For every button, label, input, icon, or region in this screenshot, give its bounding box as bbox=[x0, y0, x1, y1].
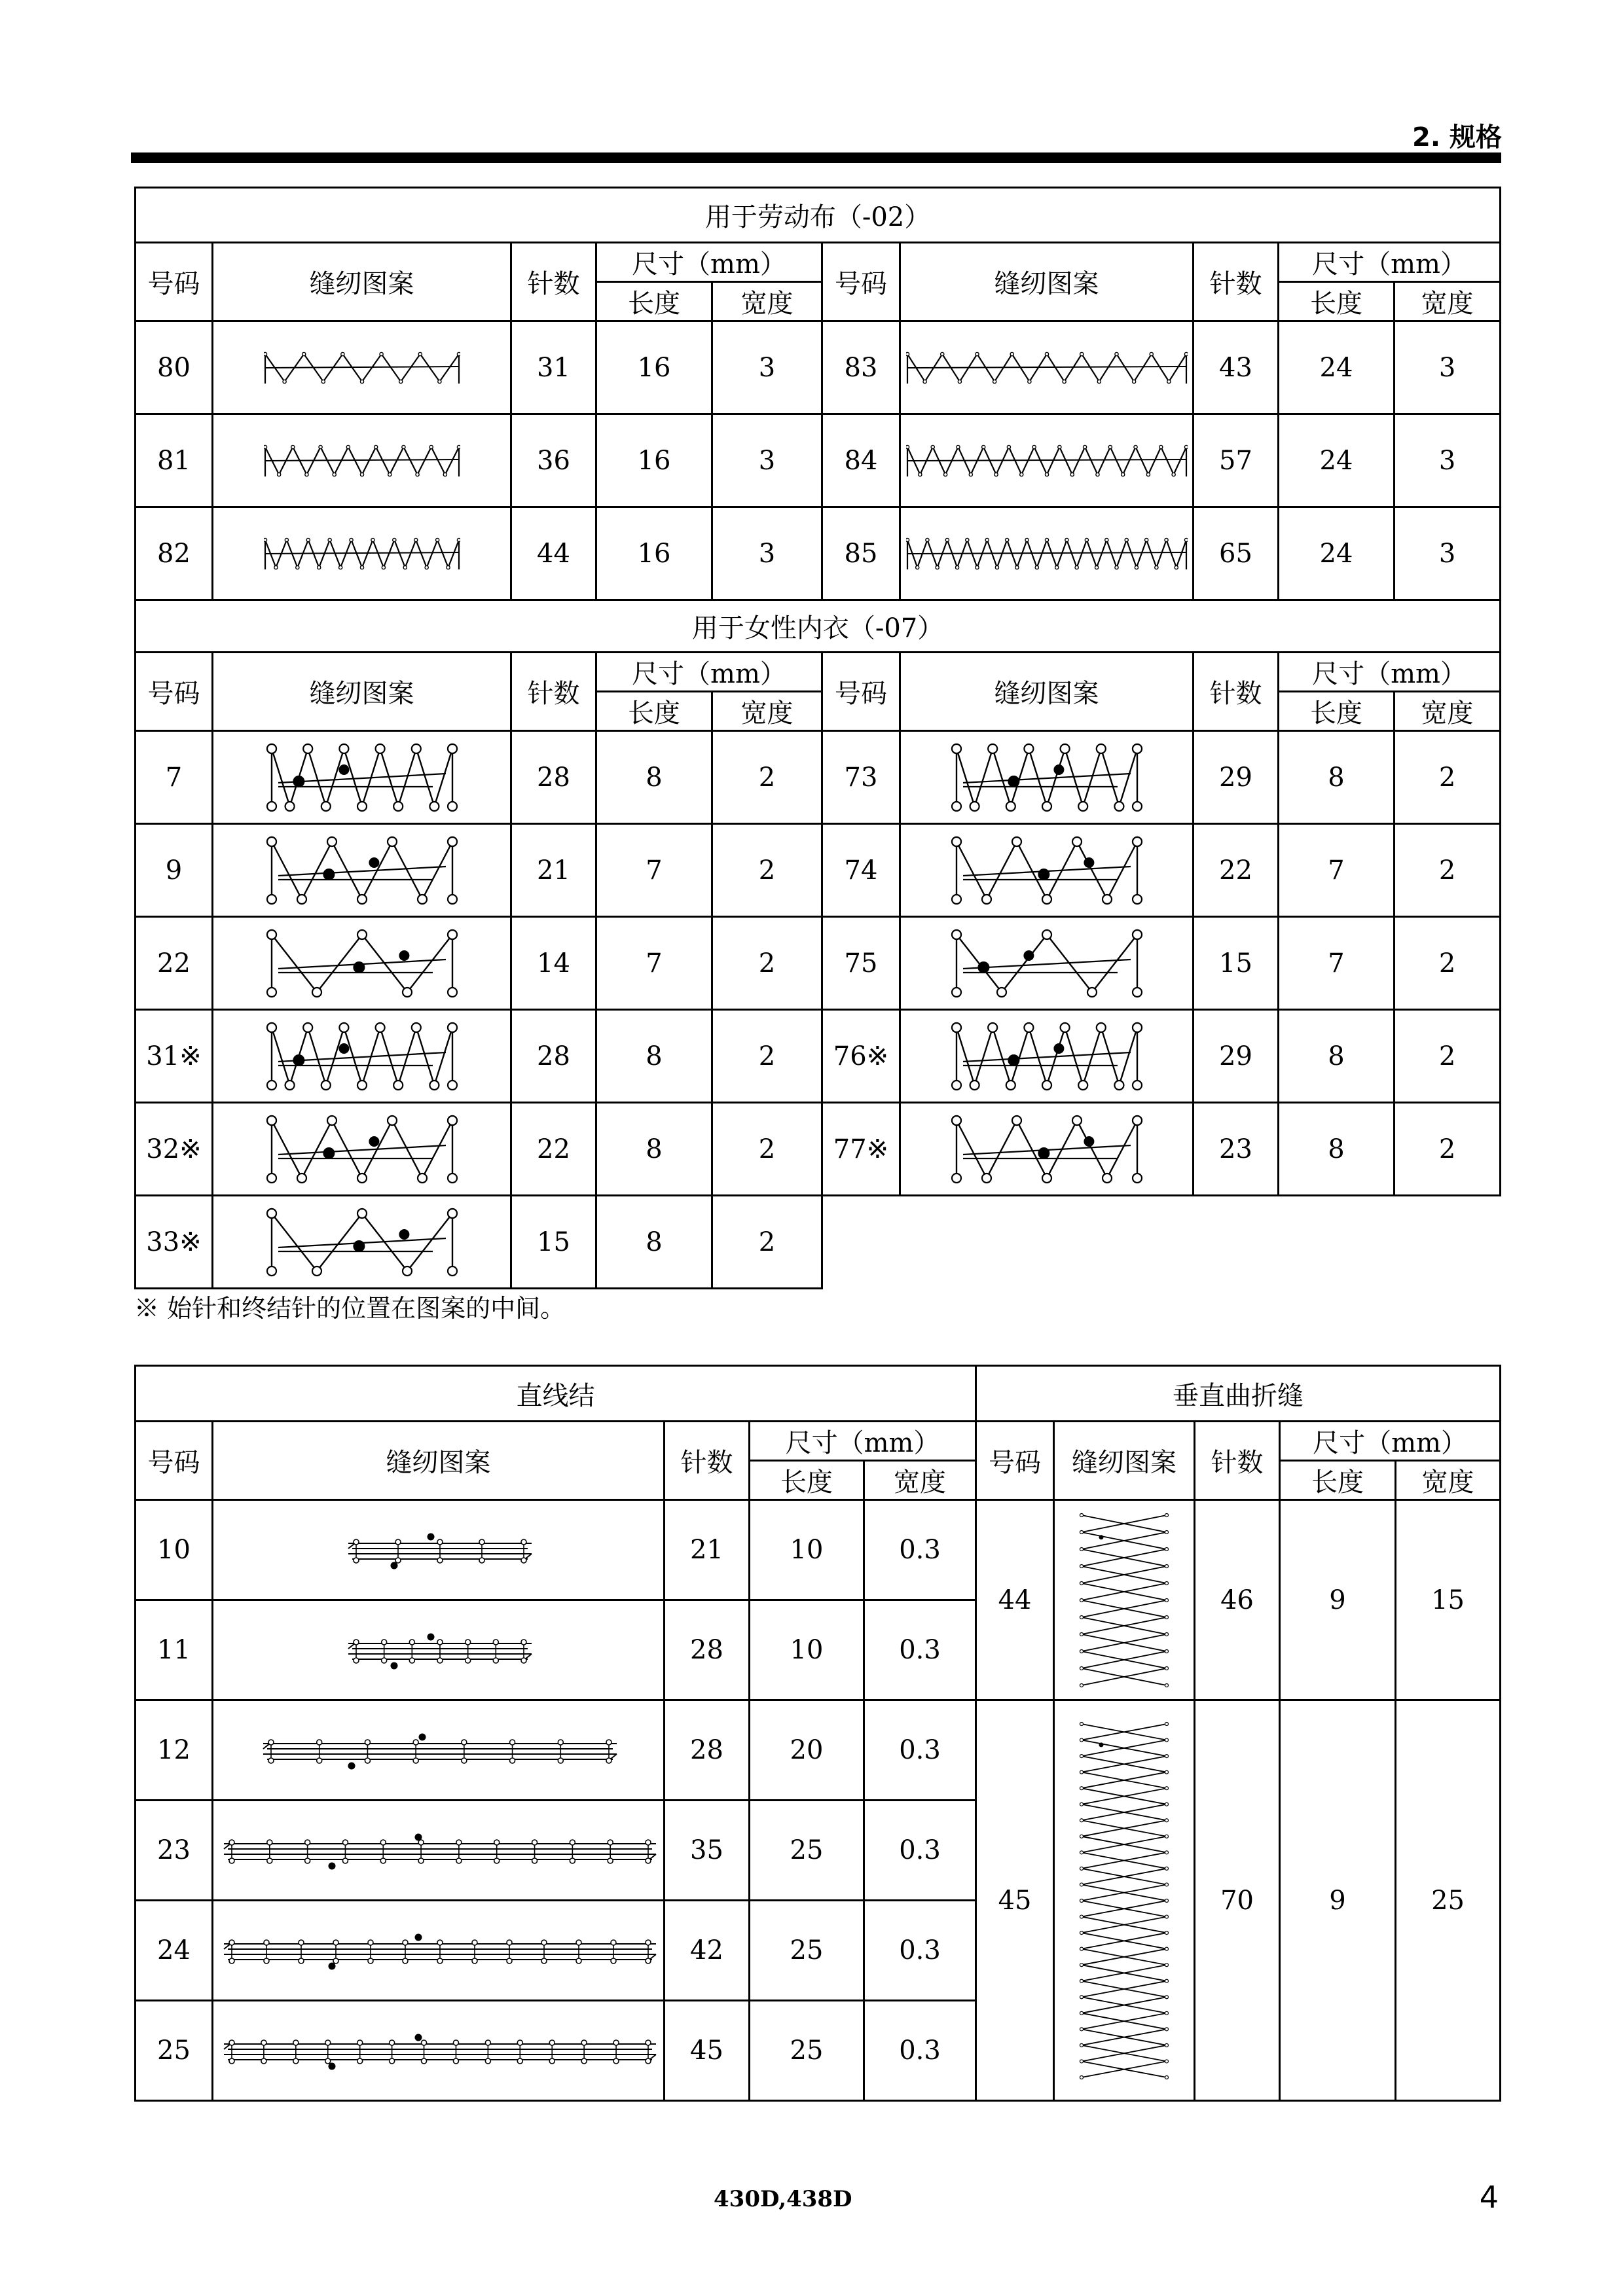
stitch-pattern-icon bbox=[264, 536, 460, 571]
vertical-stitches: 46 bbox=[1195, 1500, 1280, 1700]
left-header-no: 号码 bbox=[136, 243, 213, 321]
stitch-pattern-icon bbox=[264, 443, 460, 478]
right-width: 2 bbox=[1395, 1103, 1501, 1196]
table2-header bbox=[136, 1422, 1501, 1500]
left-stitches: 31 bbox=[511, 321, 596, 414]
right-stitch-pattern bbox=[900, 917, 1194, 1010]
right-stitches: 57 bbox=[1194, 414, 1279, 507]
left-no: 7 bbox=[136, 731, 213, 824]
left-stitches: 28 bbox=[511, 1010, 596, 1103]
right-length: 24 bbox=[1279, 321, 1395, 414]
left-no: 81 bbox=[136, 414, 213, 507]
vertical-header-width: 宽度 bbox=[1396, 1461, 1501, 1500]
left-width: 2 bbox=[712, 1196, 822, 1289]
left-width: 2 bbox=[712, 1103, 822, 1196]
vertical-no: 45 bbox=[976, 1700, 1054, 2101]
straight-stitch-pattern bbox=[213, 1700, 665, 1801]
right-length: 8 bbox=[1279, 731, 1395, 824]
straight-width: 0.3 bbox=[864, 1600, 976, 1700]
table-row bbox=[136, 1010, 1501, 1103]
straight-stitch-pattern bbox=[213, 1801, 665, 1901]
stitch-pattern-icon bbox=[217, 1924, 663, 1977]
left-stitch-pattern bbox=[213, 507, 511, 600]
left-no: 22 bbox=[136, 917, 213, 1010]
left-length: 8 bbox=[596, 1103, 712, 1196]
right-no: 77※ bbox=[822, 1103, 900, 1196]
section-title: 2. 规格 bbox=[1412, 122, 1502, 152]
table-row bbox=[136, 1700, 1501, 1801]
right-stitch-pattern bbox=[900, 1103, 1194, 1196]
straight-width: 0.3 bbox=[864, 1801, 976, 1901]
denim-rows bbox=[136, 321, 1501, 600]
straight-width: 0.3 bbox=[864, 2001, 976, 2101]
right-header-stitches: 针数 bbox=[1194, 653, 1279, 731]
straight-no: 10 bbox=[136, 1500, 213, 1600]
right-width: 2 bbox=[1395, 731, 1501, 824]
left-length: 8 bbox=[596, 1196, 712, 1289]
right-no: 76※ bbox=[822, 1010, 900, 1103]
straight-stitches: 35 bbox=[665, 1801, 750, 1901]
straight-no: 25 bbox=[136, 2001, 213, 2101]
right-length: 7 bbox=[1279, 917, 1395, 1010]
right-no: 75 bbox=[822, 917, 900, 1010]
right-header-width: 宽度 bbox=[1395, 692, 1501, 731]
left-header-no: 号码 bbox=[136, 653, 213, 731]
lingerie-header bbox=[136, 653, 1501, 731]
stitch-pattern-icon bbox=[264, 1018, 460, 1094]
left-stitch-pattern bbox=[213, 1196, 511, 1289]
stitch-pattern-icon bbox=[949, 925, 1145, 1001]
straight-no: 12 bbox=[136, 1700, 213, 1801]
table-row bbox=[136, 1500, 1501, 1600]
straight-header-length: 长度 bbox=[750, 1461, 864, 1500]
vertical-stitch-pattern bbox=[1054, 1700, 1195, 2101]
right-stitch-pattern bbox=[900, 321, 1194, 414]
table-row bbox=[136, 824, 1501, 917]
group-title-lingerie: 用于女性内衣（-07） bbox=[136, 600, 1501, 653]
left-header-length: 长度 bbox=[596, 282, 712, 321]
table2-rows bbox=[136, 1500, 1501, 2101]
right-no: 74 bbox=[822, 824, 900, 917]
footnote: ※ 始针和终结针的位置在图案的中间。 bbox=[134, 1294, 566, 1323]
lingerie-rows bbox=[136, 731, 1501, 1289]
stitch-pattern-icon bbox=[906, 536, 1188, 571]
left-header-length: 长度 bbox=[596, 692, 712, 731]
right-width: 2 bbox=[1395, 1010, 1501, 1103]
left-header-width: 宽度 bbox=[712, 692, 822, 731]
stitch-pattern-icon bbox=[217, 1724, 663, 1776]
straight-header-pattern: 缝纫图案 bbox=[213, 1422, 665, 1500]
straight-length: 25 bbox=[750, 1901, 864, 2001]
right-stitch-pattern bbox=[900, 507, 1194, 600]
stitch-pattern-icon bbox=[264, 925, 460, 1001]
right-no: 83 bbox=[822, 321, 900, 414]
right-stitches: 15 bbox=[1194, 917, 1279, 1010]
right-width: 2 bbox=[1395, 917, 1501, 1010]
group-title-vertical: 垂直曲折缝 bbox=[976, 1366, 1501, 1422]
vertical-length: 9 bbox=[1280, 1700, 1396, 2101]
left-header-pattern: 缝纫图案 bbox=[213, 653, 511, 731]
left-length: 8 bbox=[596, 1010, 712, 1103]
table-row bbox=[136, 731, 1501, 824]
lingerie-group bbox=[136, 600, 1501, 653]
straight-length: 10 bbox=[750, 1600, 864, 1700]
vertical-no: 44 bbox=[976, 1500, 1054, 1700]
right-width: 2 bbox=[1395, 824, 1501, 917]
straight-length: 20 bbox=[750, 1700, 864, 1801]
left-width: 2 bbox=[712, 824, 822, 917]
right-stitches: 65 bbox=[1194, 507, 1279, 600]
stitch-pattern-icon bbox=[264, 350, 460, 386]
left-width: 3 bbox=[712, 414, 822, 507]
left-stitches: 14 bbox=[511, 917, 596, 1010]
right-no: 73 bbox=[822, 731, 900, 824]
stitch-pattern-icon bbox=[264, 1111, 460, 1187]
right-stitches: 29 bbox=[1194, 1010, 1279, 1103]
right-stitch-pattern bbox=[900, 731, 1194, 824]
straight-length: 25 bbox=[750, 1801, 864, 1901]
left-header-size: 尺寸（mm） bbox=[596, 243, 822, 282]
stitch-pattern-icon bbox=[949, 1111, 1145, 1187]
right-header-width: 宽度 bbox=[1395, 282, 1501, 321]
group-title-straight: 直线结 bbox=[136, 1366, 976, 1422]
left-header-size: 尺寸（mm） bbox=[596, 653, 822, 692]
right-stitch-pattern bbox=[900, 414, 1194, 507]
right-header-stitches: 针数 bbox=[1194, 243, 1279, 321]
table-row bbox=[136, 1196, 1501, 1289]
stitch-pattern-icon bbox=[1075, 1509, 1173, 1692]
left-length: 16 bbox=[596, 414, 712, 507]
empty-cell bbox=[822, 1196, 1501, 1289]
straight-width: 0.3 bbox=[864, 1700, 976, 1801]
left-no: 31※ bbox=[136, 1010, 213, 1103]
header-rule bbox=[131, 152, 1501, 163]
straight-header-stitches: 针数 bbox=[665, 1422, 750, 1500]
group-title-denim: 用于劳动布（-02） bbox=[136, 188, 1501, 243]
right-stitches: 22 bbox=[1194, 824, 1279, 917]
left-no: 9 bbox=[136, 824, 213, 917]
left-stitch-pattern bbox=[213, 731, 511, 824]
stitch-pattern-icon bbox=[264, 833, 460, 908]
left-width: 3 bbox=[712, 507, 822, 600]
right-stitches: 29 bbox=[1194, 731, 1279, 824]
vertical-length: 9 bbox=[1280, 1500, 1396, 1700]
table-row bbox=[136, 917, 1501, 1010]
table-row bbox=[136, 321, 1501, 414]
table-row bbox=[136, 414, 1501, 507]
bartack-table-straight-vertical bbox=[134, 1365, 1501, 2102]
straight-stitches: 42 bbox=[665, 1901, 750, 2001]
left-stitch-pattern bbox=[213, 321, 511, 414]
left-stitches: 44 bbox=[511, 507, 596, 600]
vertical-width: 25 bbox=[1396, 1700, 1501, 2101]
table-row bbox=[136, 1103, 1501, 1196]
right-length: 7 bbox=[1279, 824, 1395, 917]
left-stitches: 36 bbox=[511, 414, 596, 507]
left-no: 33※ bbox=[136, 1196, 213, 1289]
left-stitches: 28 bbox=[511, 731, 596, 824]
stitch-pattern-icon bbox=[217, 2024, 663, 2077]
left-stitches: 21 bbox=[511, 824, 596, 917]
right-stitches: 43 bbox=[1194, 321, 1279, 414]
left-no: 80 bbox=[136, 321, 213, 414]
straight-stitch-pattern bbox=[213, 1600, 665, 1700]
vertical-stitches: 70 bbox=[1195, 1700, 1280, 2101]
stitch-pattern-icon bbox=[217, 1824, 663, 1876]
straight-no: 23 bbox=[136, 1801, 213, 1901]
vertical-header-no: 号码 bbox=[976, 1422, 1054, 1500]
vertical-stitch-pattern bbox=[1054, 1500, 1195, 1700]
stitch-pattern-icon bbox=[949, 740, 1145, 816]
left-width: 2 bbox=[712, 731, 822, 824]
right-length: 8 bbox=[1279, 1103, 1395, 1196]
straight-no: 11 bbox=[136, 1600, 213, 1700]
straight-no: 24 bbox=[136, 1901, 213, 2001]
straight-stitches: 28 bbox=[665, 1700, 750, 1801]
straight-stitches: 28 bbox=[665, 1600, 750, 1700]
left-stitches: 15 bbox=[511, 1196, 596, 1289]
right-length: 24 bbox=[1279, 414, 1395, 507]
left-header-width: 宽度 bbox=[712, 282, 822, 321]
right-width: 3 bbox=[1395, 414, 1501, 507]
left-stitch-pattern bbox=[213, 824, 511, 917]
bartack-table-denim-lingerie bbox=[134, 187, 1501, 1289]
right-header-no: 号码 bbox=[822, 653, 900, 731]
left-stitch-pattern bbox=[213, 917, 511, 1010]
right-stitches: 23 bbox=[1194, 1103, 1279, 1196]
straight-length: 10 bbox=[750, 1500, 864, 1600]
left-length: 7 bbox=[596, 917, 712, 1010]
page-number: 4 bbox=[1479, 2179, 1499, 2215]
left-stitches: 22 bbox=[511, 1103, 596, 1196]
left-header-pattern: 缝纫图案 bbox=[213, 243, 511, 321]
vertical-header-stitches: 针数 bbox=[1195, 1422, 1280, 1500]
right-no: 85 bbox=[822, 507, 900, 600]
stitch-pattern-icon bbox=[217, 1524, 663, 1576]
straight-width: 0.3 bbox=[864, 1901, 976, 2001]
stitch-pattern-icon bbox=[906, 350, 1188, 386]
straight-length: 25 bbox=[750, 2001, 864, 2101]
vertical-header-length: 长度 bbox=[1280, 1461, 1396, 1500]
straight-header-size: 尺寸（mm） bbox=[750, 1422, 976, 1461]
right-header-pattern: 缝纫图案 bbox=[900, 243, 1194, 321]
vertical-header-size: 尺寸（mm） bbox=[1280, 1422, 1501, 1461]
left-stitch-pattern bbox=[213, 1103, 511, 1196]
right-header-size: 尺寸（mm） bbox=[1279, 243, 1501, 282]
stitch-pattern-icon bbox=[949, 833, 1145, 908]
right-header-length: 长度 bbox=[1279, 692, 1395, 731]
denim-group bbox=[136, 188, 1501, 243]
denim-header bbox=[136, 243, 1501, 321]
stitch-pattern-icon bbox=[264, 1204, 460, 1280]
stitch-pattern-icon bbox=[1075, 1717, 1173, 2084]
stitch-pattern-icon bbox=[949, 1018, 1145, 1094]
right-length: 8 bbox=[1279, 1010, 1395, 1103]
left-width: 2 bbox=[712, 1010, 822, 1103]
table-row bbox=[136, 507, 1501, 600]
left-length: 16 bbox=[596, 507, 712, 600]
right-width: 3 bbox=[1395, 321, 1501, 414]
left-stitch-pattern bbox=[213, 1010, 511, 1103]
vertical-width: 15 bbox=[1396, 1500, 1501, 1700]
left-no: 82 bbox=[136, 507, 213, 600]
left-stitch-pattern bbox=[213, 414, 511, 507]
straight-stitches: 45 bbox=[665, 2001, 750, 2101]
left-header-stitches: 针数 bbox=[511, 243, 596, 321]
straight-header-no: 号码 bbox=[136, 1422, 213, 1500]
left-length: 16 bbox=[596, 321, 712, 414]
straight-width: 0.3 bbox=[864, 1500, 976, 1600]
right-header-size: 尺寸（mm） bbox=[1279, 653, 1501, 692]
straight-stitch-pattern bbox=[213, 1901, 665, 2001]
right-width: 3 bbox=[1395, 507, 1501, 600]
model-number: 430D,438D bbox=[714, 2186, 852, 2212]
straight-stitch-pattern bbox=[213, 2001, 665, 2101]
right-header-pattern: 缝纫图案 bbox=[900, 653, 1194, 731]
left-width: 2 bbox=[712, 917, 822, 1010]
left-header-stitches: 针数 bbox=[511, 653, 596, 731]
right-stitch-pattern bbox=[900, 1010, 1194, 1103]
left-width: 3 bbox=[712, 321, 822, 414]
right-header-no: 号码 bbox=[822, 243, 900, 321]
right-no: 84 bbox=[822, 414, 900, 507]
stitch-pattern-icon bbox=[264, 740, 460, 816]
straight-stitch-pattern bbox=[213, 1500, 665, 1600]
right-length: 24 bbox=[1279, 507, 1395, 600]
left-length: 7 bbox=[596, 824, 712, 917]
left-length: 8 bbox=[596, 731, 712, 824]
straight-stitches: 21 bbox=[665, 1500, 750, 1600]
vertical-header-pattern: 缝纫图案 bbox=[1054, 1422, 1195, 1500]
stitch-pattern-icon bbox=[217, 1624, 663, 1676]
left-no: 32※ bbox=[136, 1103, 213, 1196]
straight-header-width: 宽度 bbox=[864, 1461, 976, 1500]
stitch-pattern-icon bbox=[906, 443, 1188, 478]
right-header-length: 长度 bbox=[1279, 282, 1395, 321]
right-stitch-pattern bbox=[900, 824, 1194, 917]
